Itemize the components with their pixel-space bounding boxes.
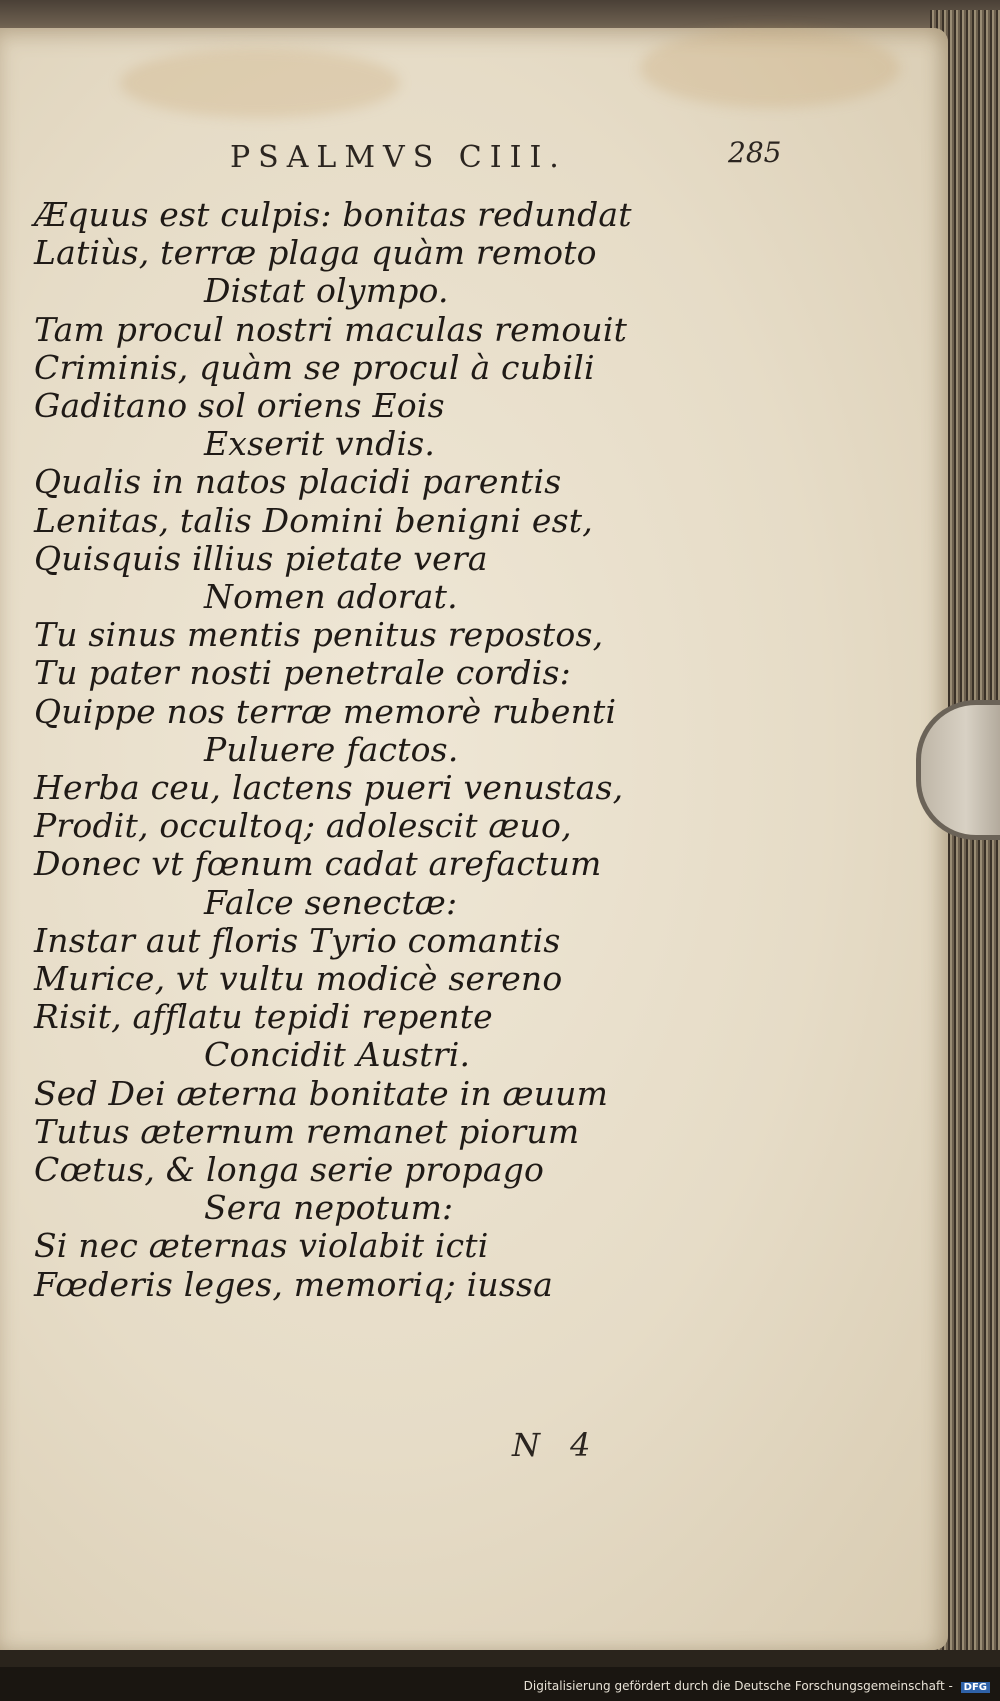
footer-bar <box>0 1667 1000 1701</box>
verse-line: Falce senectæ: <box>204 882 458 922</box>
verse-line: Si nec æternas violabit icti <box>34 1226 489 1266</box>
running-head: PSALMVS CIII. <box>230 140 567 175</box>
verse-line: Cœtus, & longa serie propago <box>34 1150 545 1190</box>
verse-line: Sed Dei æterna bonitate in æuum <box>34 1073 609 1113</box>
foxing-stain <box>120 48 400 118</box>
verse-line: Herba ceu, lactens pueri venustas, <box>34 768 624 808</box>
verse-line: Gaditano sol oriens Eois <box>34 386 445 426</box>
verse-line: Lenitas, talis Domini benigni est, <box>34 500 593 540</box>
verse-line: Tutus æternum remanet piorum <box>34 1111 580 1151</box>
page-number: 285 <box>728 136 782 169</box>
verse-line: Concidit Austri. <box>204 1035 471 1075</box>
credit-text: Digitalisierung gefördert durch die Deutsche Forschungsgemeinschaft - <box>523 1679 953 1693</box>
dfg-logo-icon: DFG <box>961 1682 990 1693</box>
verse-line: Quippe nos terræ memorè rubenti <box>34 691 617 731</box>
verse-line: Qualis in natos placidi parentis <box>34 462 562 502</box>
verse-line: Donec vt fœnum cadat arefactum <box>34 844 602 884</box>
verse-line: Tu pater nosti penetrale cordis: <box>34 653 571 693</box>
psalm-verse-text <box>34 196 654 1304</box>
verse-line: Tam procul nostri maculas remouit <box>34 309 628 349</box>
digitization-credit <box>524 1679 990 1693</box>
signature-mark: N 4 <box>512 1426 601 1464</box>
verse-line: Tu sinus mentis penitus repostos, <box>34 615 604 655</box>
verse-line: Quisquis illius pietate vera <box>34 538 488 578</box>
verse-line: Instar aut floris Tyrio comantis <box>34 920 561 960</box>
verse-line: Distat olympo. <box>204 271 449 311</box>
verse-line: Criminis, quàm se procul à cubili <box>34 347 595 387</box>
verse-line: Exserit vndis. <box>204 424 436 464</box>
show-through-text <box>700 178 940 346</box>
verse-line: Puluere factos. <box>204 729 459 769</box>
verse-line: Æquus est culpis: bonitas redundat <box>34 195 632 234</box>
verse-line: Fœderis leges, memoriq; iussa <box>34 1264 553 1304</box>
verse-line: Sera nepotum: <box>204 1188 454 1228</box>
verse-line: Prodit, occultoq; adolescit æuo, <box>34 806 572 846</box>
verse-line: Murice, vt vultu modicè sereno <box>34 959 563 999</box>
book-page <box>0 28 948 1650</box>
verse-line: Nomen adorat. <box>204 577 458 617</box>
verse-line: Latiùs, terræ plaga quàm remoto <box>34 233 597 273</box>
foxing-stain <box>640 28 900 108</box>
verse-line: Risit, afflatu tepidi repente <box>34 997 493 1037</box>
